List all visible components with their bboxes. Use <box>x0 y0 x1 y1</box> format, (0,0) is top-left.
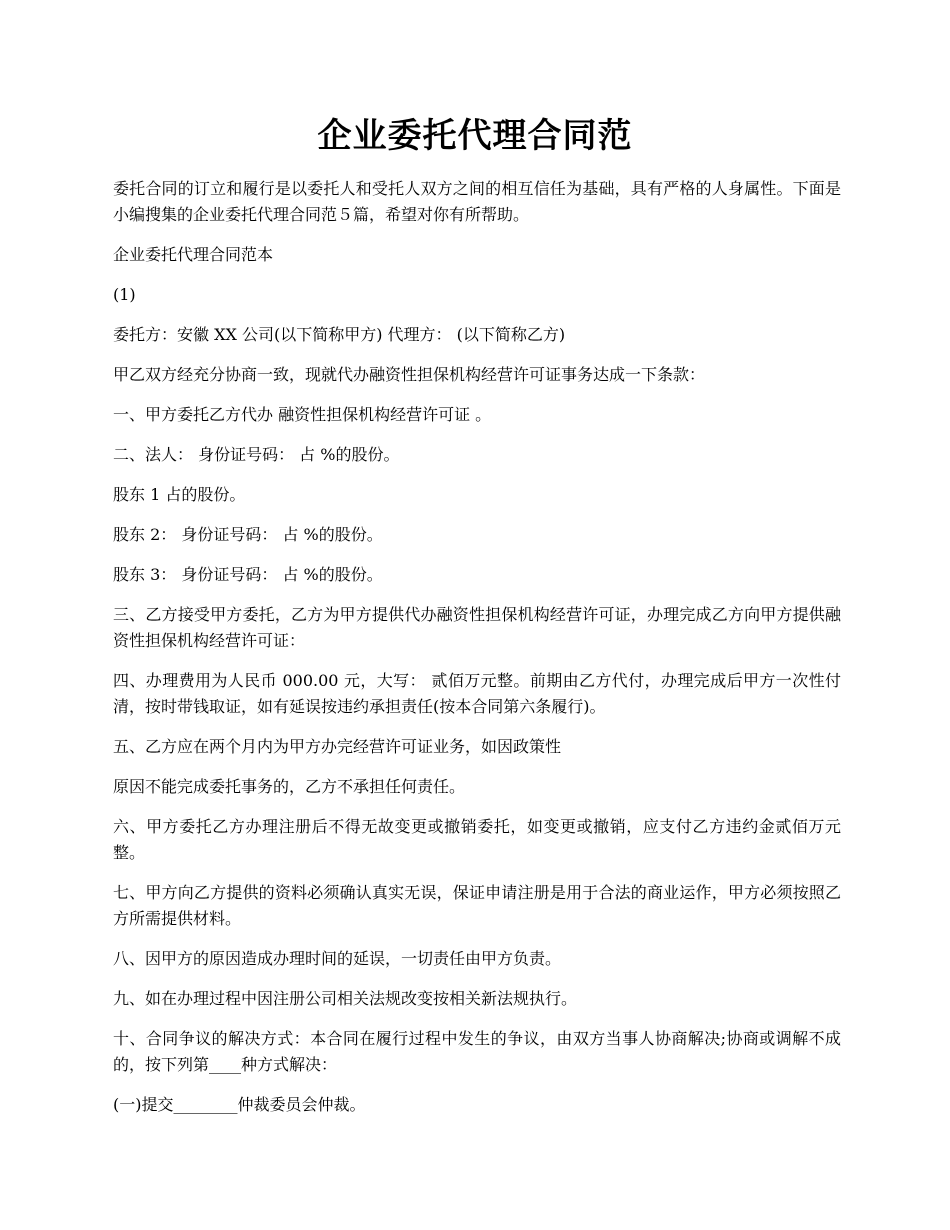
paragraph-clause-3: 三、乙方接受甲方委托，乙方为甲方提供代办融资性担保机构经营许可证，办理完成乙方向甲方提供融资性担保机构经营许可证： <box>113 605 841 650</box>
paragraph-arbitration: (一)提交________仲裁委员会仲裁。 <box>113 1095 366 1114</box>
paragraph-clause-6: 六、甲方委托乙方办理注册后不得无故变更或撤销委托，如变更或撤销，应支付乙方违约金贰佰万元整。 <box>113 817 841 862</box>
paragraph-shareholder-2: 股东 2： 身份证号码： 占 %的股份。 <box>113 525 383 544</box>
paragraph-agreement: 甲乙双方经充分协商一致，现就代办融资性担保机构经营许可证事务达成一下条款： <box>113 365 706 384</box>
paragraph-clause-7: 七、甲方向乙方提供的资料必须确认真实无误，保证申请注册是用于合法的商业运作，甲方必须按照乙方所需提供材料。 <box>113 883 841 928</box>
paragraph-clause-10: 十、合同争议的解决方式：本合同在履行过程中发生的争议，由双方当事人协商解决;协商或调解不成的，按下列第____种方式解决： <box>113 1029 841 1074</box>
paragraph-clause-5-cont: 原因不能完成委托事务的，乙方不承担任何责任。 <box>113 777 466 796</box>
paragraph-clause-1: 一、甲方委托乙方代办 融资性担保机构经营许可证 。 <box>113 405 492 424</box>
paragraph-clause-4: 四、办理费用为人民币 000.00 元，大写： 贰佰万元整。前期由乙方代付，办理完成后甲方一次性付清，按时带钱取证，如有延误按违约承担责任(按本合同第六条履行)。 <box>113 671 841 716</box>
paragraph-parties: 委托方：安徽 XX 公司(以下简称甲方) 代理方： (以下简称乙方) <box>113 325 566 344</box>
paragraph-clause-5: 五、乙方应在两个月内为甲方办完经营许可证业务，如因政策性 <box>113 737 562 756</box>
paragraph-sample-heading: 企业委托代理合同范本 <box>113 245 274 264</box>
paragraph-clause-2: 二、法人： 身份证号码： 占 %的股份。 <box>113 445 400 464</box>
paragraph-sample-number: (1) <box>113 285 136 304</box>
paragraph-clause-9: 九、如在办理过程中因注册公司相关法规改变按相关新法规执行。 <box>113 989 578 1008</box>
paragraph-intro: 委托合同的订立和履行是以委托人和受托人双方之间的相互信任为基础，具有严格的人身属性。下面是小编搜集的企业委托代理合同范５篇，希望对你有所帮助。 <box>113 179 841 224</box>
paragraph-clause-8: 八、因甲方的原因造成办理时间的延误，一切责任由甲方负责。 <box>113 949 562 968</box>
paragraph-shareholder-3: 股东 3： 身份证号码： 占 %的股份。 <box>113 565 383 584</box>
paragraph-shareholder-1: 股东 1 占的股份。 <box>113 485 246 504</box>
document-body <box>113 176 841 1132</box>
document-title: 企业委托代理合同范 <box>317 116 633 156</box>
